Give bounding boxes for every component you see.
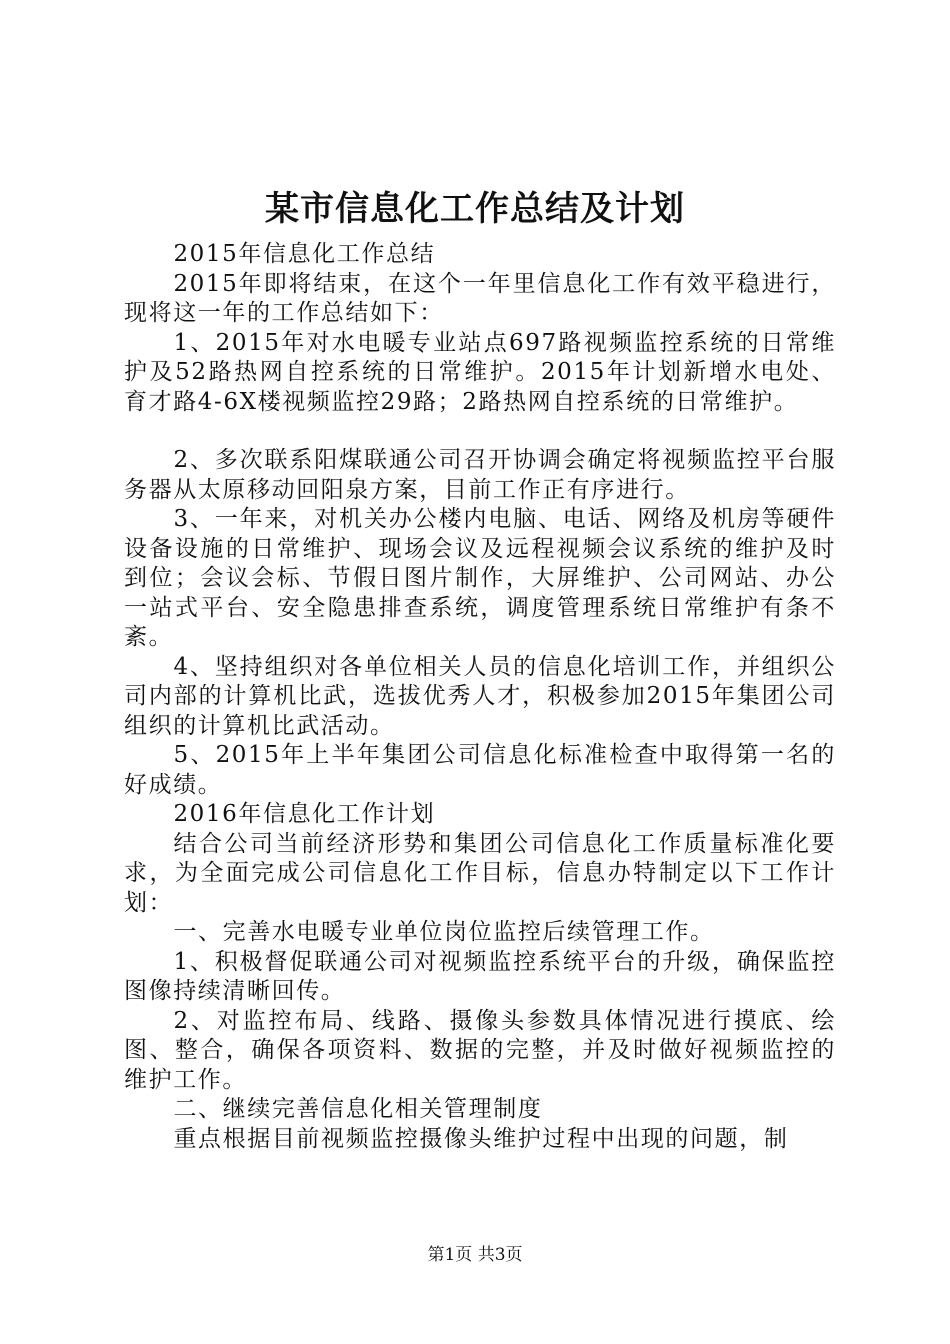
plan-item-2: 2、对监控布局、线路、摄像头参数具体情况进行摸底、绘图、整合，确保各项资料、数据的完整，并及时做好视频监控的维护工作。	[124, 1007, 836, 1093]
plan-paragraph-continued: 重点根据目前视频监控摄像头维护过程中出现的问题，制	[173, 1125, 789, 1152]
plan-item-1: 1、积极督促联通公司对视频监控系统平台的升级，确保监控图像持续清晰回传。	[124, 948, 836, 1004]
paragraph-spacer	[124, 417, 836, 446]
paragraph-item-2: 2、多次联系阳煤联通公司召开协调会确定将视频监控平台服务器从太原移动回阳泉方案，目前工作正有序进行。	[124, 447, 836, 503]
page-number-footer: 第1页 共3页	[427, 1245, 523, 1265]
paragraph-item-1: 1、2015年对水电暖专业站点697路视频监控系统的日常维护及52路热网自控系统的日常维护。2015年计划新增水电处、育才路4-6X楼视频监控29路；2路热网自控系统的日常维护。	[124, 329, 836, 415]
paragraph-item-3: 3、一年来，对机关办公楼内电脑、电话、网络及机房等硬件设备设施的日常维护、现场会议及远程视频会议系统的维护及时到位；会议会标、节假日图片制作，大屏维护、公司网站、办公一站式平台、安全隐患排查系统，调度管理系统日常维护有条不紊。	[124, 506, 836, 650]
document-title: 某市信息化工作总结及计划	[265, 189, 685, 229]
document-body	[124, 240, 836, 1154]
paragraph-item-5: 5、2015年上半年集团公司信息化标准检查中取得第一名的好成绩。	[124, 742, 836, 798]
paragraph-item-4: 4、坚持组织对各单位相关人员的信息化培训工作，并组织公司内部的计算机比武，选拔优秀人才，积极参加2015年集团公司组织的计算机比武活动。	[124, 653, 836, 739]
section-heading-2015-summary: 2015年信息化工作总结	[173, 241, 436, 267]
section-heading-2016-plan: 2016年信息化工作计划	[173, 801, 436, 827]
plan-heading-1: 一、完善水电暖专业单位岗位监控后续管理工作。	[173, 919, 715, 945]
plan-heading-2: 二、继续完善信息化相关管理制度	[173, 1096, 543, 1122]
paragraph-plan-intro: 结合公司当前经济形势和集团公司信息化工作质量标准化要求，为全面完成公司信息化工作目标，信息办特制定以下工作计划：	[124, 830, 836, 916]
paragraph-intro: 2015年即将结束，在这个一年里信息化工作有效平稳进行，现将这一年的工作总结如下：	[124, 270, 836, 326]
